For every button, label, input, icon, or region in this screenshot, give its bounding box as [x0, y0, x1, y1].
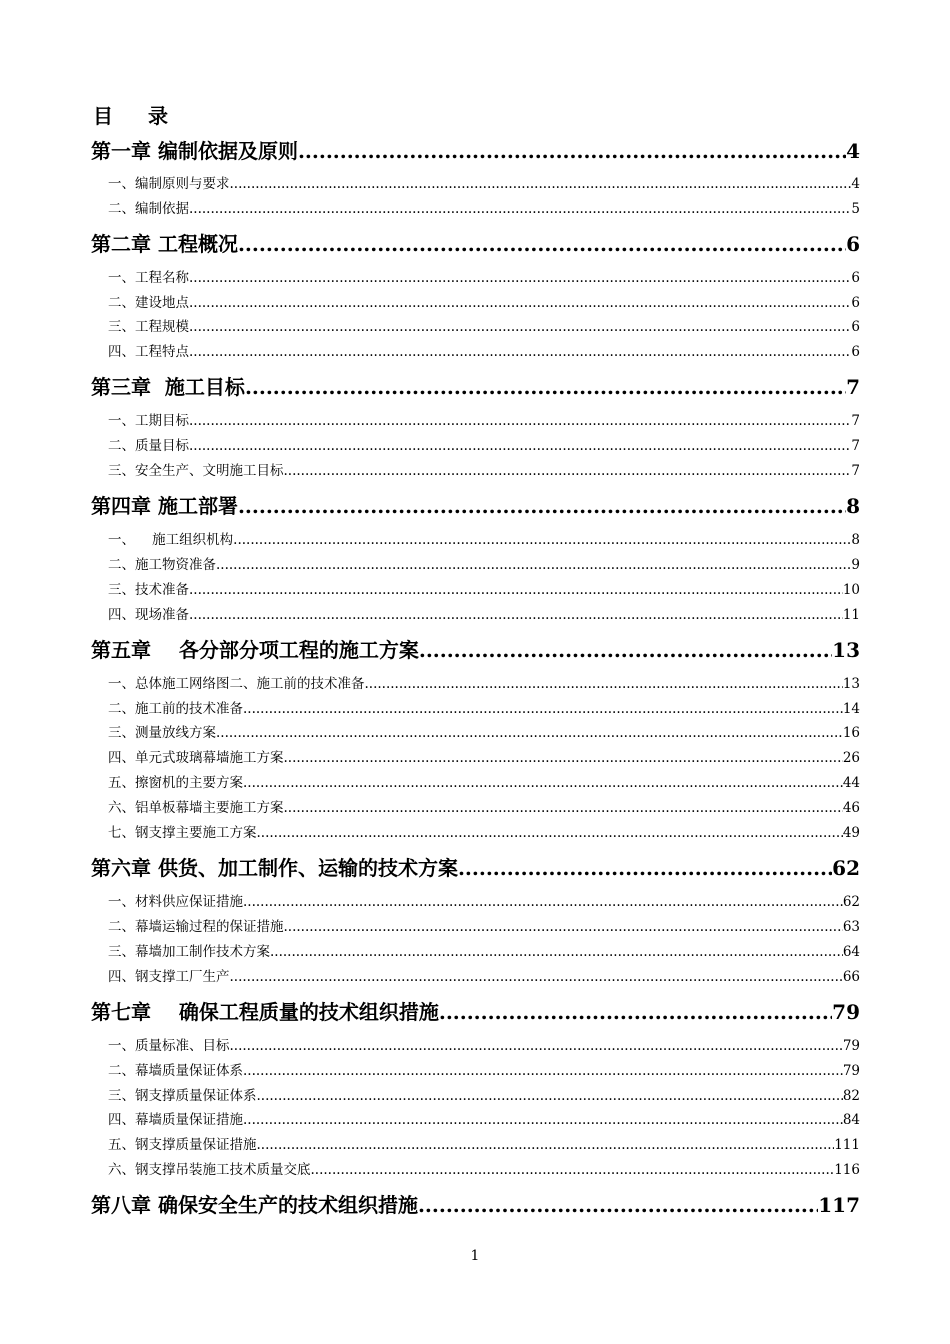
leader-dots: [298, 137, 846, 165]
toc-section[interactable]: [91, 268, 860, 288]
leader-dots: [284, 798, 843, 818]
toc-label: 一、材料供应保证措施: [108, 894, 243, 910]
toc-label: 二、幕墙运输过程的保证措施: [108, 919, 284, 935]
toc-page-number: 62: [832, 856, 860, 880]
toc-section[interactable]: [91, 748, 860, 768]
toc-section[interactable]: [91, 317, 860, 337]
leader-dots: [189, 605, 843, 625]
leader-dots: [243, 773, 843, 793]
leader-dots: [284, 917, 843, 937]
toc-page-number: 66: [842, 969, 860, 985]
toc-label: 二、施工前的技术准备: [108, 701, 243, 717]
toc-label: 第二章 工程概况: [91, 232, 238, 256]
toc-page-number: 6: [851, 319, 860, 335]
toc-page-number: 49: [842, 825, 860, 841]
toc-section[interactable]: [91, 917, 860, 937]
toc-chapter-7[interactable]: [91, 998, 860, 1026]
leader-dots: [230, 967, 843, 987]
toc-chapter-2[interactable]: [91, 230, 860, 258]
toc-label: 第八章 确保安全生产的技术组织措施: [91, 1193, 418, 1217]
toc-page-number: 84: [842, 1112, 860, 1128]
toc-label: 二、质量目标: [108, 438, 189, 454]
toc-section[interactable]: [91, 773, 860, 793]
toc-page-number: 82: [842, 1088, 860, 1104]
toc-section[interactable]: [91, 605, 860, 625]
toc-chapter-4[interactable]: [91, 492, 860, 520]
toc-label: 四、工程特点: [108, 344, 189, 360]
toc-page-number: 11: [842, 607, 860, 623]
toc-section[interactable]: [91, 293, 860, 313]
toc-label: 三、钢支撑质量保证体系: [108, 1088, 257, 1104]
toc-section[interactable]: [91, 823, 860, 843]
leader-dots: [257, 1135, 835, 1155]
toc-page-number: 6: [851, 270, 860, 286]
toc-label: 一、总体施工网络图二、施工前的技术准备: [108, 676, 365, 692]
toc-section[interactable]: [91, 530, 860, 550]
toc-chapter-5[interactable]: [91, 636, 860, 664]
toc-page-number: 116: [834, 1162, 860, 1178]
toc-page-number: 46: [842, 800, 860, 816]
toc-label: 四、现场准备: [108, 607, 189, 623]
toc-page-number: 63: [842, 919, 860, 935]
toc-label: 六、钢支撑吊装施工技术质量交底: [108, 1162, 311, 1178]
toc-page-number: 117: [818, 1193, 860, 1217]
leader-dots: [311, 1160, 835, 1180]
toc-section[interactable]: [91, 1160, 860, 1180]
toc-title: 目 录: [93, 104, 182, 128]
leader-dots: [189, 317, 851, 337]
toc-page-number: 14: [842, 701, 860, 717]
leader-dots: [365, 674, 843, 694]
toc-section[interactable]: [91, 461, 860, 481]
toc-label: 三、技术准备: [108, 582, 189, 598]
toc-section[interactable]: [91, 699, 860, 719]
leader-dots: [245, 373, 846, 401]
toc-page-number: 6: [851, 295, 860, 311]
leader-dots: [419, 636, 832, 664]
toc-label: 一、质量标准、目标: [108, 1038, 230, 1054]
leader-dots: [284, 748, 843, 768]
toc-label: 三、幕墙加工制作技术方案: [108, 944, 270, 960]
toc-section[interactable]: [91, 436, 860, 456]
toc-label: 一、编制原则与要求: [108, 176, 230, 192]
toc-chapter-6[interactable]: [91, 854, 860, 882]
toc-section[interactable]: [91, 967, 860, 987]
toc-label: 第五章 各分部分项工程的施工方案: [91, 638, 419, 662]
toc-label: 第六章 供货、加工制作、运输的技术方案: [91, 856, 458, 880]
toc-page-number: 9: [851, 557, 860, 573]
leader-dots: [284, 461, 852, 481]
leader-dots: [458, 854, 832, 882]
leader-dots: [216, 555, 851, 575]
toc-page-number: 64: [842, 944, 860, 960]
toc-label: 二、建设地点: [108, 295, 189, 311]
leader-dots: [238, 492, 846, 520]
toc-label: 三、安全生产、文明施工目标: [108, 463, 284, 479]
toc-label: 二、施工物资准备: [108, 557, 216, 573]
toc-label: 二、幕墙质量保证体系: [108, 1063, 243, 1079]
toc-section[interactable]: [91, 723, 860, 743]
toc-page-number: 6: [851, 344, 860, 360]
leader-dots: [243, 699, 843, 719]
toc-page-number: 26: [842, 750, 860, 766]
page-number: 1: [470, 1248, 480, 1264]
toc-label: 一、工程名称: [108, 270, 189, 286]
leader-dots: [189, 436, 851, 456]
leader-dots: [257, 1086, 843, 1106]
leader-dots: [243, 892, 843, 912]
leader-dots: [189, 411, 851, 431]
toc-label: 第七章 确保工程质量的技术组织措施: [91, 1000, 439, 1024]
toc-label: 一、工期目标: [108, 413, 189, 429]
leader-dots: [189, 199, 851, 219]
toc-page-number: 8: [851, 532, 860, 548]
toc-label: 第四章 施工部署: [91, 494, 238, 518]
leader-dots: [418, 1191, 818, 1219]
toc-label: 六、铝单板幕墙主要施工方案: [108, 800, 284, 816]
leader-dots: [230, 1036, 843, 1056]
toc-section[interactable]: [91, 555, 860, 575]
leader-dots: [257, 823, 843, 843]
toc-section[interactable]: [91, 798, 860, 818]
leader-dots: [439, 998, 832, 1026]
toc-page-number: 79: [842, 1038, 860, 1054]
toc-label: 三、工程规模: [108, 319, 189, 335]
toc-section[interactable]: [91, 1110, 860, 1130]
toc-label: 四、单元式玻璃幕墙施工方案: [108, 750, 284, 766]
toc-section[interactable]: [91, 199, 860, 219]
toc-section[interactable]: [91, 580, 860, 600]
toc-page-number: 79: [832, 1000, 860, 1024]
leader-dots: [216, 723, 843, 743]
toc-page-number: 4: [851, 176, 860, 192]
leader-dots: [233, 530, 851, 550]
toc-label: 四、钢支撑工厂生产: [108, 969, 230, 985]
toc-page-number: 44: [842, 775, 860, 791]
toc-page-number: 7: [846, 375, 860, 399]
toc-label: 第一章 编制依据及原则: [91, 139, 298, 163]
leader-dots: [238, 230, 846, 258]
toc-page-number: 111: [834, 1137, 860, 1153]
toc-label: 五、擦窗机的主要方案: [108, 775, 243, 791]
toc-page-number: 13: [842, 676, 860, 692]
toc-label: 五、钢支撑质量保证措施: [108, 1137, 257, 1153]
toc-section[interactable]: [91, 674, 860, 694]
toc-chapter-1[interactable]: [91, 137, 860, 165]
toc-page-number: 7: [851, 438, 860, 454]
toc-label: 三、测量放线方案: [108, 725, 216, 741]
toc-page-number: 16: [842, 725, 860, 741]
toc-page-number: 62: [842, 894, 860, 910]
toc-page-number: 6: [846, 232, 860, 256]
toc-chapter-3[interactable]: [91, 373, 860, 401]
leader-dots: [189, 293, 851, 313]
toc-section[interactable]: [91, 1036, 860, 1056]
toc-label: 第三章 施工目标: [91, 375, 245, 399]
toc-section[interactable]: [91, 411, 860, 431]
leader-dots: [189, 268, 851, 288]
toc-section[interactable]: [91, 1086, 860, 1106]
toc-page-number: 13: [832, 638, 860, 662]
toc-page-number: 8: [846, 494, 860, 518]
toc-label: 二、编制依据: [108, 201, 189, 217]
toc-page-number: 10: [842, 582, 860, 598]
toc-page-number: 4: [846, 139, 860, 163]
leader-dots: [230, 174, 852, 194]
toc-section[interactable]: [91, 174, 860, 194]
toc-section[interactable]: [91, 1135, 860, 1155]
toc-section[interactable]: [91, 942, 860, 962]
toc-section[interactable]: [91, 342, 860, 362]
leader-dots: [270, 942, 843, 962]
toc-page-number: 79: [842, 1063, 860, 1079]
toc-section[interactable]: [91, 1061, 860, 1081]
toc-label: 一、 施工组织机构: [108, 532, 234, 548]
toc-section[interactable]: [91, 892, 860, 912]
toc-label: 四、幕墙质量保证措施: [108, 1112, 243, 1128]
toc-page-number: 7: [851, 463, 860, 479]
leader-dots: [243, 1110, 843, 1130]
toc-page-number: 5: [851, 201, 860, 217]
toc-chapter-8[interactable]: [91, 1191, 860, 1219]
leader-dots: [189, 580, 843, 600]
toc-page-number: 7: [851, 413, 860, 429]
toc-label: 七、钢支撑主要施工方案: [108, 825, 257, 841]
leader-dots: [189, 342, 851, 362]
leader-dots: [243, 1061, 843, 1081]
